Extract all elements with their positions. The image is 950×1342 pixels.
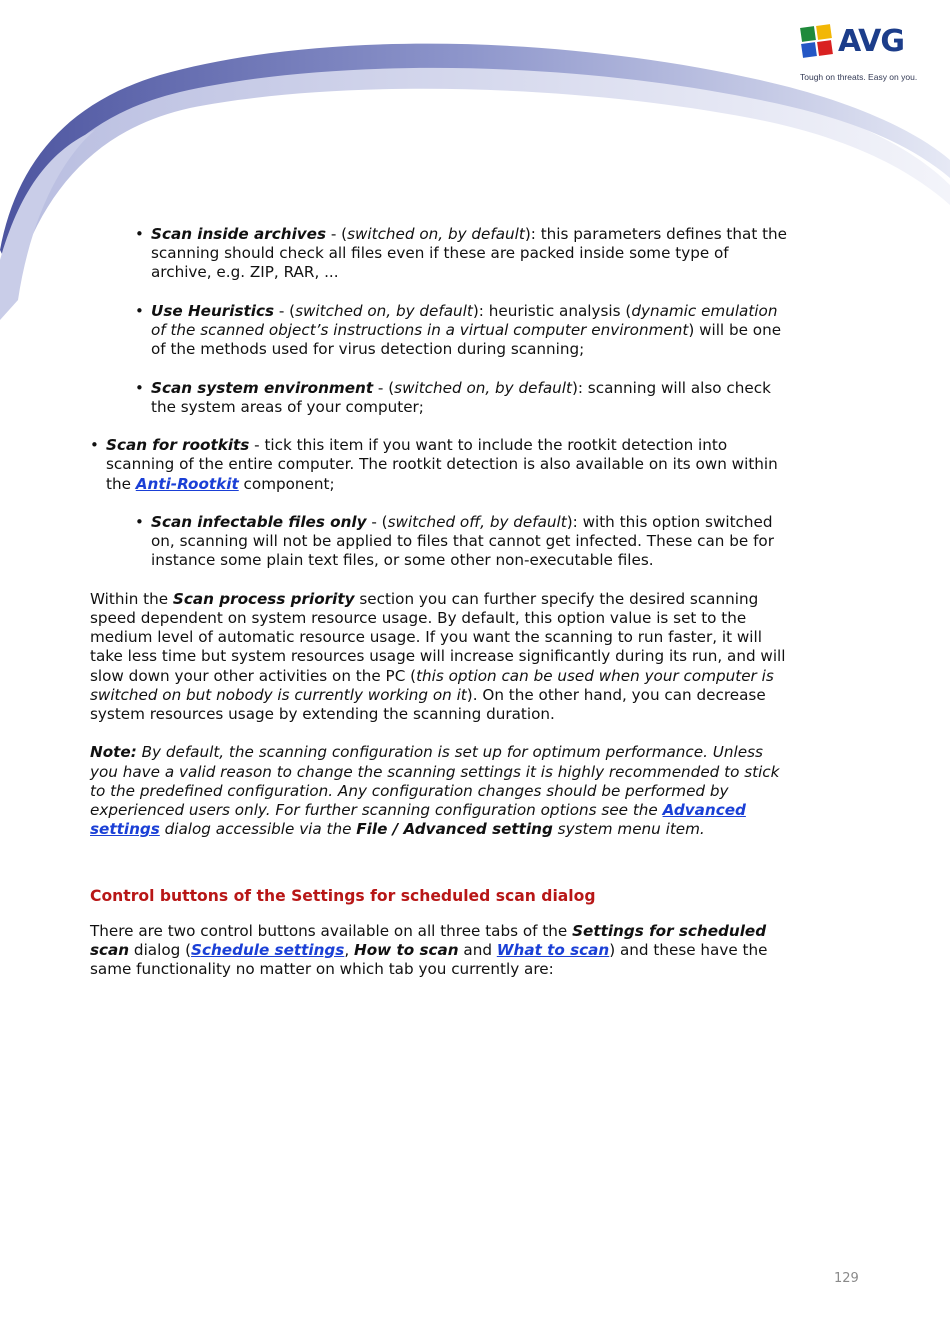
list-item: • Scan system environment - (switched on, by default): scanning will also check the system areas of your computer; <box>151 379 790 417</box>
list-item: • Scan inside archives - (switched on, by default): this parameters defines that the scanning should check all files even if these are packed inside some type of archive, e.g. ZIP, RAR, ... <box>151 225 790 283</box>
document-body <box>90 225 790 998</box>
list-item: • Scan infectable files only - (switched off, by default): with this option switched on, scanning will not be applied to files that cannot get infected. These can be for instance some plain text files, or some other non-executable files. <box>151 513 790 571</box>
top-bullet-list <box>106 436 790 494</box>
advanced-settings-link[interactable]: Advanced settings <box>90 801 746 839</box>
sub-bullet-list-1 <box>151 225 790 417</box>
schedule-settings-link[interactable]: Schedule settings <box>191 940 345 959</box>
priority-paragraph: Within the Scan process priority section you can further specify the desired scanning speed dependent on system resource usage. By default, this option value is set to the medium level of automatic resource usage. If you want the scanning to run faster, it will take less time but system resources usage will increase significantly during its run, and will slow down your other activities on the PC (this option can be used when your computer is switched on but nobody is currently working on it). On the other hand, you can decrease system resources usage by extending the scanning duration. <box>90 589 786 723</box>
avg-logo-wordmark: AVG <box>838 24 905 59</box>
avg-logo-mark-icon <box>800 24 834 60</box>
anti-rootkit-link[interactable]: Anti-Rootkit <box>135 474 239 493</box>
avg-tagline: Tough on threats. Easy on you. <box>800 72 918 82</box>
page-number: 129 <box>834 1271 859 1286</box>
what-to-scan-link[interactable]: What to scan <box>496 940 610 959</box>
avg-logo <box>800 24 918 84</box>
control-buttons-paragraph: There are two control buttons available on all three tabs of the Settings for scheduled scan dialog (Schedule settings, How to scan and What to scan) and these have the same functionality no matter on which tab you currently are: <box>90 921 768 978</box>
list-item-rootkits: • Scan for rootkits - tick this item if you want to include the rootkit detection into scanning of the entire computer. The rootkit detection is also available on its own within the Anti-Rootkit component; <box>106 436 790 494</box>
list-item: • Use Heuristics - (switched on, by default): heuristic analysis (dynamic emulation of the scanned object’s instructions in a virtual computer environment) will be one of the methods used for virus detection during scanning; <box>151 302 790 360</box>
sub-bullet-list-2 <box>151 513 790 571</box>
section-heading: Control buttons of the Settings for scheduled scan dialog <box>90 886 596 905</box>
note-paragraph: Note: By default, the scanning configuration is set up for optimum performance. Unless you have a valid reason to change the scanning settings it is highly recommended to stick to the predefined configuration. Any configuration changes should be performed by experienced users only. For further scanning configuration options see the Advanced settings dialog accessible via the File / Advanced setting system menu item. <box>90 743 780 839</box>
